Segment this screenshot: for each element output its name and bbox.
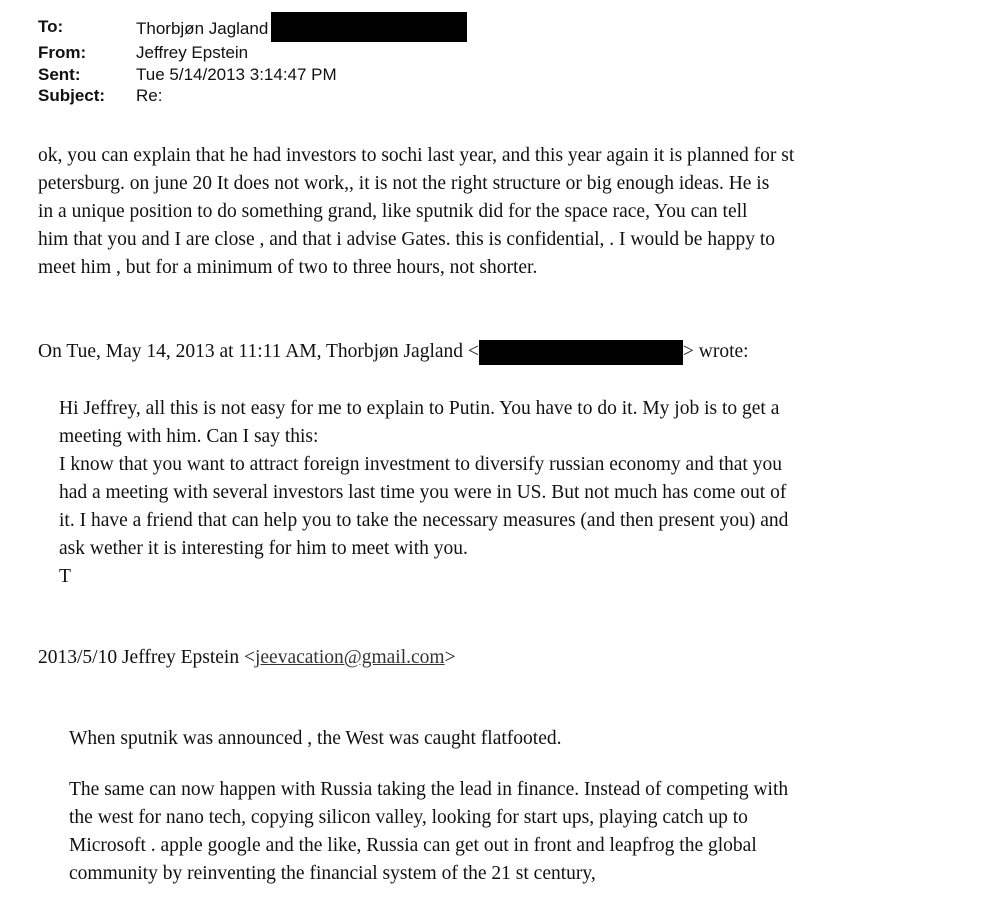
quote1-line: meeting with him. Can I say this: [59, 426, 319, 447]
quote1-suffix: > wrote: [682, 341, 749, 362]
from-row [38, 42, 467, 64]
quote1-line: I know that you want to attract foreign investment to diversify russian economy and that you [59, 454, 782, 475]
email-header [38, 16, 467, 107]
quote2-prefix: 2013/5/10 Jeffrey Epstein < [38, 647, 255, 668]
subject-label: Subject: [38, 86, 106, 105]
reply-body [38, 142, 794, 282]
reply-line: meet him , but for a minimum of two to three hours, not shorter. [38, 257, 538, 278]
sent-row [38, 64, 467, 86]
redaction-bar [479, 340, 683, 365]
sender-email-link[interactable]: jeevacation@gmail.com [254, 647, 445, 668]
quote2-para2 [69, 776, 788, 888]
quote2-line: When sputnik was announced , the West was caught flatfooted. [69, 728, 562, 749]
quote2-header [38, 644, 456, 672]
quote1-line: it. I have a friend that can help you to take the necessary measures (and then present you) and [59, 510, 789, 531]
quote2-line: The same can now happen with Russia taking the lead in finance. Instead of competing with [69, 779, 789, 800]
quote1-prefix: On Tue, May 14, 2013 at 11:11 AM, Thorbjøn Jagland < [38, 341, 479, 362]
from-label: From: [38, 43, 87, 62]
from-value: Jeffrey Epstein [136, 43, 249, 62]
reply-line: ok, you can explain that he had investors to sochi last year, and this year again it is planned for st [38, 145, 795, 166]
sent-label: Sent: [38, 64, 81, 84]
to-label: To: [38, 17, 64, 36]
quote2-para1 [69, 725, 561, 753]
quote2-line: the west for nano tech, copying silicon valley, looking for start ups, playing catch up to [69, 807, 748, 828]
quote1-header [38, 338, 749, 366]
subject-value: Re: [136, 86, 163, 105]
reply-line: in a unique position to do something grand, like sputnik did for the space race, You can tell [38, 201, 748, 222]
reply-line: petersburg. on june 20 It does not work,, it is not the right structure or big enough ideas. He is [38, 173, 770, 194]
quote1-line: T [59, 566, 71, 587]
quote1-line: had a meeting with several investors last time you were in US. But not much has come out of [59, 482, 787, 503]
reply-line: him that you and I are close , and that i advise Gates. this is confidential, . I would be happy to [38, 229, 776, 250]
quote1-line: ask wether it is interesting for him to meet with you. [59, 538, 468, 559]
quote2-suffix: > [444, 647, 456, 668]
redaction-bar [271, 12, 467, 42]
sent-value: Tue 5/14/2013 3:14:47 PM [136, 64, 337, 84]
quote1-body [59, 395, 788, 591]
quote1-line: Hi Jeffrey, all this is not easy for me to explain to Putin. You have to do it. My job is to get a [59, 398, 780, 419]
to-row [38, 16, 467, 42]
quote2-line: community by reinventing the financial system of the 21 st century, [69, 863, 596, 884]
quote2-line: Microsoft . apple google and the like, Russia can get out in front and leapfrog the global [69, 835, 757, 856]
to-value: Thorbjøn Jagland [136, 19, 269, 39]
subject-row [38, 85, 467, 107]
